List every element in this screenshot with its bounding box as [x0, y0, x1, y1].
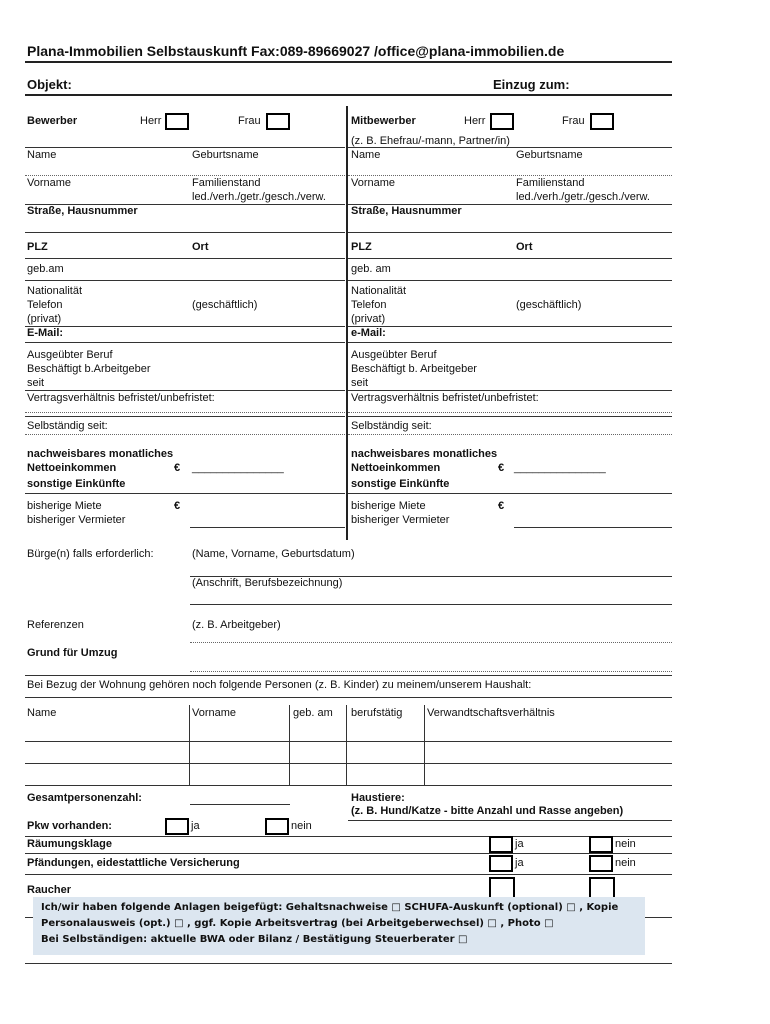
vertrag-label: Vertragsverhältnis befristet/unbefristet: — [27, 392, 215, 404]
sonstige-label: sonstige Einkünfte — [351, 478, 450, 490]
telefon-field[interactable] — [348, 326, 672, 327]
selbst-label: Selbständig seit: — [27, 420, 108, 432]
table-row[interactable] — [25, 785, 672, 786]
einzug-label: Einzug zum: — [493, 77, 570, 92]
geb-field[interactable] — [348, 280, 672, 281]
col-geb-header: geb. am — [293, 707, 333, 719]
nein-label: nein — [615, 838, 636, 850]
divider — [25, 675, 672, 676]
familienstand-label: Familienstand — [516, 177, 585, 189]
objekt-label: Objekt: — [27, 77, 72, 92]
raucher-nein-checkbox[interactable] — [589, 877, 615, 899]
einkommen-label: nachweisbares monatliches — [27, 448, 174, 460]
table-col-line — [346, 705, 347, 785]
nettoeinkommen-label: Nettoeinkommen — [351, 462, 441, 474]
email-field[interactable] — [348, 342, 672, 343]
table-col-line — [289, 705, 290, 785]
nettoeinkommen-label: Nettoeinkommen — [27, 462, 117, 474]
pkw-nein-checkbox[interactable] — [265, 818, 289, 835]
telefon-label: Telefon — [351, 299, 387, 311]
grund-label: Grund für Umzug — [27, 647, 118, 659]
vorname-label: Vorname — [27, 177, 72, 189]
vertrag-field[interactable] — [348, 412, 672, 413]
plz-field[interactable] — [25, 258, 345, 259]
vorname-label: Vorname — [351, 177, 396, 189]
familienstand-label: Familienstand — [192, 177, 261, 189]
pkw-label: Pkw vorhanden: — [27, 820, 112, 832]
herr-label: Herr — [140, 115, 162, 127]
anlagen-note — [33, 897, 645, 955]
pfaendung-nein-checkbox[interactable] — [589, 855, 613, 872]
raucher-label: Raucher — [27, 884, 72, 896]
col-verwandt-header: Verwandtschaftsverhältnis — [427, 707, 555, 719]
mitbewerber-hint: (z. B. Ehefrau/-mann, Partner/in) — [351, 135, 510, 147]
einkommen-field[interactable]: _______________ — [192, 462, 284, 474]
col-vorname-header: Vorname — [192, 707, 237, 719]
euro-sign: € — [174, 500, 181, 512]
euro-sign: € — [498, 500, 505, 512]
vermieter-field[interactable] — [514, 527, 672, 528]
familienstand-options: led./verh./getr./gesch./verw. — [192, 191, 326, 203]
raucher-ja-checkbox[interactable] — [489, 877, 515, 899]
divider — [25, 836, 672, 837]
einkommen-field[interactable]: _______________ — [514, 462, 606, 474]
mitbewerber-herr-checkbox[interactable] — [490, 113, 514, 130]
selbst-label: Selbständig seit: — [351, 420, 432, 432]
column-divider — [346, 106, 348, 540]
bewerber-label: Bewerber — [27, 115, 78, 127]
vermieter-label: bisheriger Vermieter — [27, 514, 126, 526]
name-label: Name — [351, 149, 381, 161]
miete-label: bisherige Miete — [27, 500, 102, 512]
haustiere-hint: (z. B. Hund/Katze - bitte Anzahl und Rasse angeben) — [351, 805, 624, 817]
euro-sign: € — [174, 462, 181, 474]
raeumung-ja-checkbox[interactable] — [489, 836, 513, 853]
privat-label: (privat) — [27, 313, 62, 325]
geb-label: geb.am — [27, 263, 64, 275]
geschaeftlich-label: (geschäftlich) — [516, 299, 582, 311]
arbeitgeber-label: Beschäftigt b.Arbeitgeber — [27, 363, 151, 375]
frau-label: Frau — [562, 115, 585, 127]
email-field[interactable] — [25, 342, 345, 343]
gesamt-field[interactable] — [190, 804, 290, 805]
divider — [348, 147, 672, 148]
name-label: Name — [27, 149, 57, 161]
table-row[interactable] — [25, 741, 672, 742]
beruf-field[interactable] — [348, 390, 672, 391]
arbeitgeber-label: Beschäftigt b. Arbeitgeber — [351, 363, 477, 375]
name-field[interactable] — [348, 175, 672, 176]
divider — [25, 61, 672, 63]
table-col-line — [189, 705, 190, 785]
telefon-field[interactable] — [25, 326, 345, 327]
divider — [25, 874, 672, 875]
ja-label: ja — [191, 820, 200, 832]
nein-label: nein — [291, 820, 312, 832]
seit-label: seit — [27, 377, 45, 389]
referenzen-hint: (z. B. Arbeitgeber) — [192, 619, 281, 631]
vertrag-field[interactable] — [25, 412, 345, 413]
telefon-label: Telefon — [27, 299, 63, 311]
grund-field[interactable] — [190, 671, 672, 672]
familienstand-options: led./verh./getr./gesch./verw. — [516, 191, 650, 203]
vermieter-field[interactable] — [190, 527, 345, 528]
haustiere-label: Haustiere: — [351, 792, 405, 804]
geburtsname-label: Geburtsname — [192, 149, 259, 161]
nationalitaet-label: Nationalität — [27, 285, 83, 297]
einkommen-label: nachweisbares monatliches — [351, 448, 498, 460]
beruf-label: Ausgeübter Beruf — [351, 349, 437, 361]
mitbewerber-label: Mitbewerber — [351, 115, 416, 127]
ja-label: ja — [515, 857, 524, 869]
ort-label: Ort — [516, 241, 533, 253]
divider — [25, 697, 672, 698]
geburtsname-label: Geburtsname — [516, 149, 583, 161]
pfaendung-label: Pfändungen, eidestattliche Versicherung — [27, 857, 240, 869]
divider — [25, 493, 345, 494]
col-beruf-header: berufstätig — [351, 707, 403, 719]
raeumung-nein-checkbox[interactable] — [589, 836, 613, 853]
euro-sign: € — [498, 462, 505, 474]
seit-label: seit — [351, 377, 369, 389]
buerge-label: Bürge(n) falls erforderlich: — [27, 548, 154, 560]
raeumung-label: Räumungsklage — [27, 838, 112, 850]
referenzen-field[interactable] — [190, 642, 672, 643]
strasse-label: Straße, Hausnummer — [351, 205, 462, 217]
geschaeftlich-label: (geschäftlich) — [192, 299, 258, 311]
email-label: e-Mail: — [351, 327, 386, 339]
plz-field[interactable] — [348, 258, 672, 259]
pfaendung-ja-checkbox[interactable] — [489, 855, 513, 872]
anlagen-line-1: Ich/wir haben folgende Anlagen beigefügt: Gehaltsnachweise □ SCHUFA-Auskunft (optional) □ , Kopie — [41, 902, 619, 913]
email-label: E-Mail: — [27, 327, 64, 339]
divider — [25, 853, 672, 854]
nationalitaet-label: Nationalität — [351, 285, 407, 297]
form-title: Plana-Immobilien Selbstauskunft Fax:089-89669027 /office@plana-immobilien.de — [27, 43, 565, 59]
divider — [25, 94, 672, 96]
haustiere-field[interactable] — [348, 820, 672, 821]
sonstige-label: sonstige Einkünfte — [27, 478, 126, 490]
table-row[interactable] — [25, 763, 672, 764]
vertrag-label: Vertragsverhältnis befristet/unbefristet: — [351, 392, 539, 404]
plz-label: PLZ — [351, 241, 372, 253]
plz-label: PLZ — [27, 241, 48, 253]
privat-label: (privat) — [351, 313, 386, 325]
selbst-field[interactable] — [25, 434, 345, 435]
haushalt-text: Bei Bezug der Wohnung gehören noch folgende Personen (z. B. Kinder) zu meinem/unserem Haushalt: — [27, 679, 532, 691]
ja-label: ja — [515, 838, 524, 850]
bewerber-frau-checkbox[interactable] — [266, 113, 290, 130]
strasse-label: Straße, Hausnummer — [27, 205, 138, 217]
name-field[interactable] — [25, 175, 345, 176]
buerge-hint-name: (Name, Vorname, Geburtsdatum) — [192, 548, 355, 560]
table-col-line — [424, 705, 425, 785]
gesamt-label: Gesamtpersonenzahl: — [27, 792, 142, 804]
anlagen-line-2: Personalausweis (opt.) □ , ggf. Kopie Arbeitsvertrag (bei Arbeitgeberwechsel) □ , Photo □ — [41, 918, 554, 929]
divider — [25, 147, 345, 148]
referenzen-label: Referenzen — [27, 619, 84, 631]
beruf-field[interactable] — [25, 390, 345, 391]
divider — [348, 416, 672, 417]
col-name-header: Name — [27, 707, 57, 719]
vermieter-label: bisheriger Vermieter — [351, 514, 450, 526]
bewerber-herr-checkbox[interactable] — [165, 113, 189, 130]
beruf-label: Ausgeübter Beruf — [27, 349, 113, 361]
divider — [348, 493, 672, 494]
pkw-ja-checkbox[interactable] — [165, 818, 189, 835]
selbst-field[interactable] — [348, 434, 672, 435]
strasse-field[interactable] — [348, 232, 672, 233]
geb-field[interactable] — [25, 280, 345, 281]
divider — [25, 416, 345, 417]
nein-label: nein — [615, 857, 636, 869]
anlagen-line-3: Bei Selbständigen: aktuelle BWA oder Bilanz / Bestätigung Steuerberater □ — [41, 934, 468, 945]
herr-label: Herr — [464, 115, 486, 127]
buerge-anschrift-field[interactable] — [190, 604, 672, 605]
ort-label: Ort — [192, 241, 209, 253]
frau-label: Frau — [238, 115, 261, 127]
buerge-hint-anschrift: (Anschrift, Berufsbezeichnung) — [192, 577, 343, 589]
miete-label: bisherige Miete — [351, 500, 426, 512]
geb-label: geb. am — [351, 263, 391, 275]
divider — [25, 963, 672, 964]
mitbewerber-frau-checkbox[interactable] — [590, 113, 614, 130]
strasse-field[interactable] — [25, 232, 345, 233]
